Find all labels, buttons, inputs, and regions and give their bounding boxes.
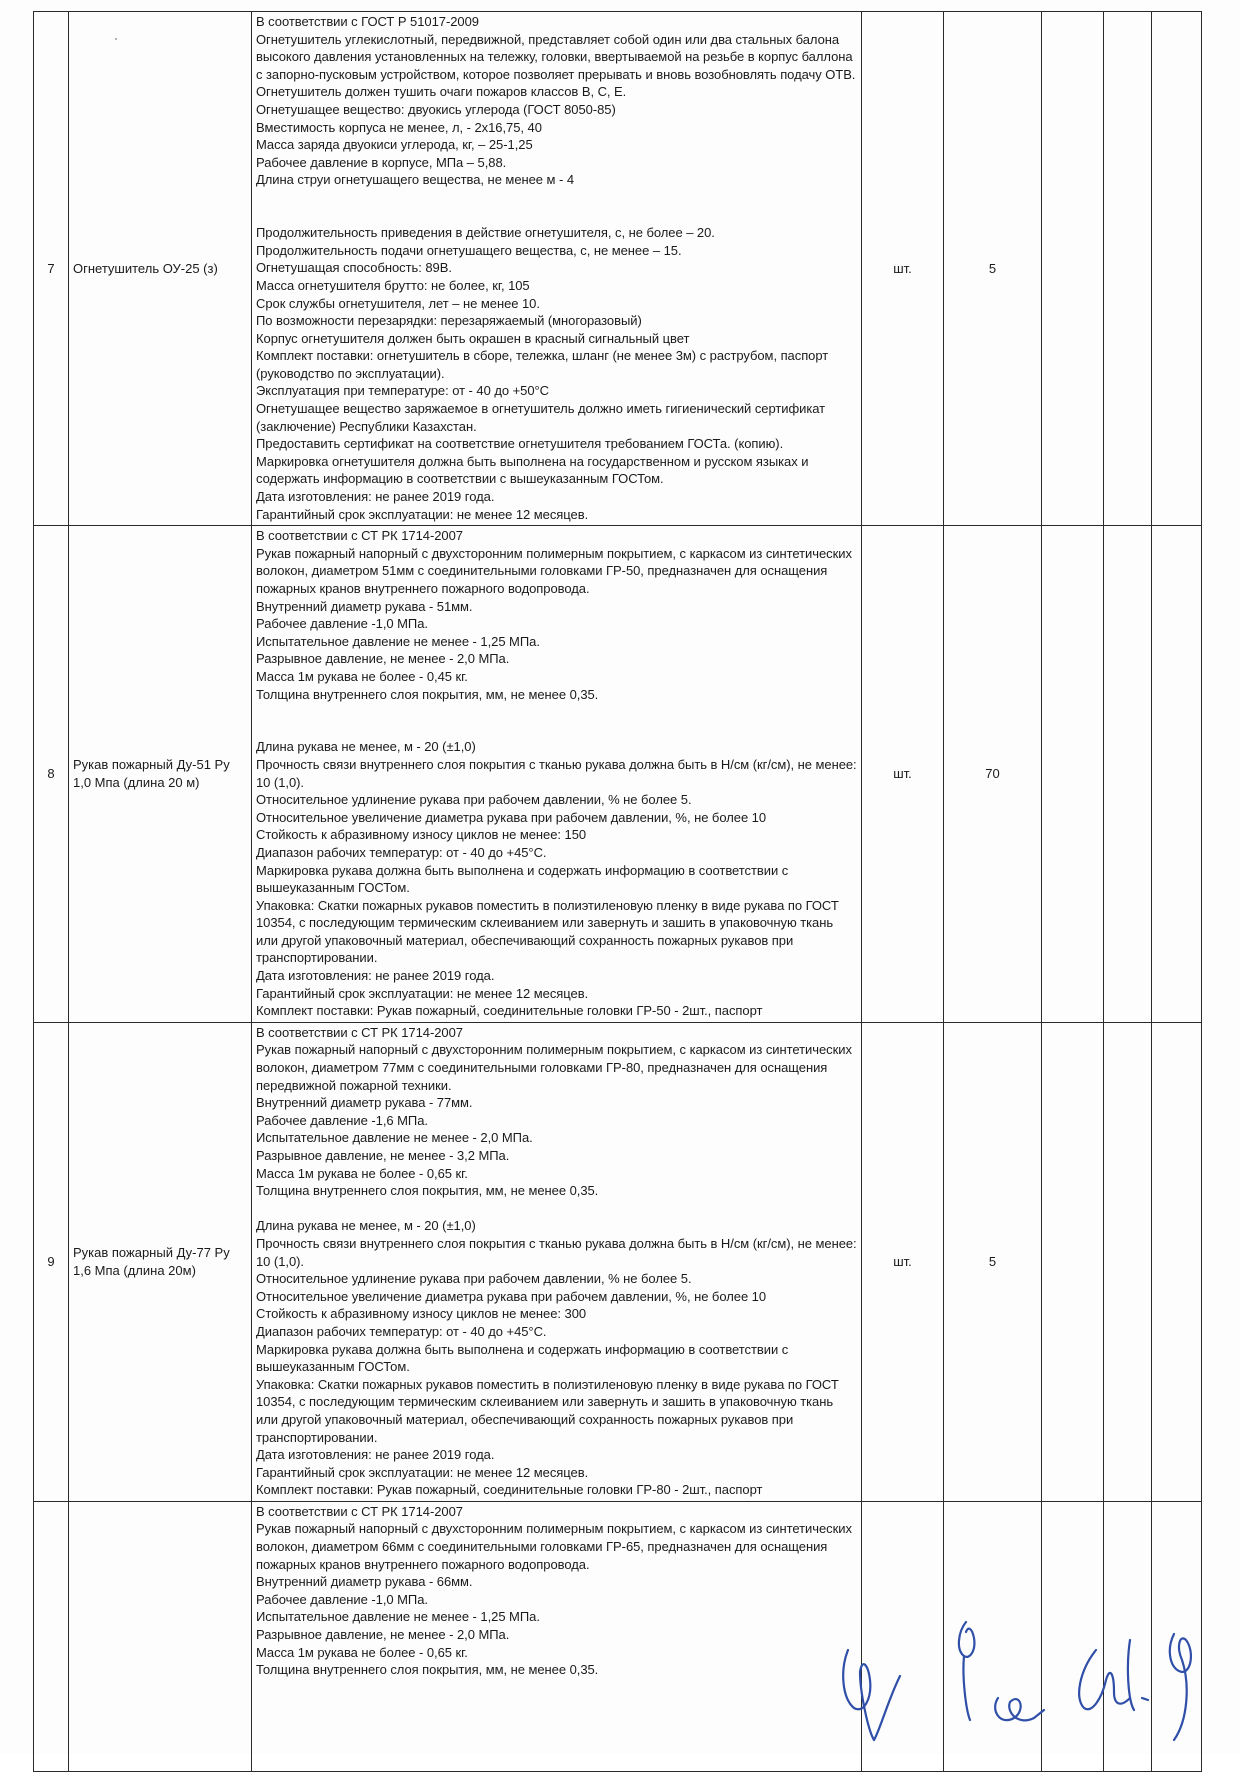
item-description: В соответствии с ГОСТ Р 51017-2009 Огнетушитель углекислотный, передвижной, представляет собой один или два стальных балона высокого давления установленных на тележку, головки, ввертываемой на резьбе в корпус баллона с запорно-пусковым устройством, которое позволяет прерывать и вновь возобновлять подачу ОТВ. Огнетушитель должен тушить очаги пожаров классов В, С, Е. Огнетушащее вещество: двуокись углерода (ГОСТ 8050-85) Вместимость корпуса не менее, л, - 2х16,75, 40 Масса заряда двуокиси углерода, кг, – 25-1,25 Рабочее давление в корпусе, МПа – 5,88. Длина струи огнетушащего вещества, не менее м - 4 Продолжительность приведения в действие огнетушителя, с, не более – 20. Продолжительность подачи огнетушащего вещества, с, не менее – 15. Огнетушащая способность: 89В. Масса огнетушителя брутто: не более, кг, 105 Срок службы огнетушителя, лет – не менее 10. По возможности перезарядки: перезаряжаемый (многоразовый) Корпус огнетушителя должен быть окрашен в красный сигнальный цвет Комплект поставки: огнетушитель в сборе, тележка, шланг (не менее 3м) с раструбом, паспорт (руководство по эксплуатации). Эксплуатация при температуре: от - 40 до +50°С Огнетушащее вещество заряжаемое в огнетушитель должно иметь гигиенический сертификат (заключение) Республики Казахстан. Предоставить сертификат на соответствие огнетушителя требованием ГОСТа. (копию). Маркировка огнетушителя должна быть выполнена на государственном и русском языках и содержать информацию в соответствии с вышеуказанным ГОСТом. Дата изготовления: не ранее 2019 года. Гарантийный срок эксплуатации: не менее 12 месяцев. [252, 12, 862, 526]
empty-cell [1152, 1022, 1202, 1501]
empty-cell [1104, 526, 1152, 1023]
item-quantity: 5 [944, 1022, 1042, 1501]
item-number: 9 [34, 1022, 69, 1501]
empty-cell [1042, 526, 1104, 1023]
empty-cell [1042, 12, 1104, 526]
item-unit: шт. [862, 1022, 944, 1501]
item-name: Огнетушитель ОУ-25 (з) [69, 12, 252, 526]
handwritten-signatures [830, 1580, 1230, 1750]
item-number [34, 1501, 69, 1771]
empty-cell [1104, 12, 1152, 526]
empty-cell [1152, 12, 1202, 526]
item-description: В соответствии с СТ РК 1714-2007 Рукав пожарный напорный с двухсторонним полимерным покрытием, с каркасом из синтетических волокон, диаметром 77мм с соединительными головками ГР-80, предназначен для оснащения передвижной пожарной техники. Внутренний диаметр рукава - 77мм. Рабочее давление -1,6 МПа. Испытательное давление не менее - 2,0 МПа. Разрывное давление, не менее - 3,2 МПа. Масса 1м рукава не более - 0,65 кг. Толщина внутреннего слоя покрытия, мм, не менее 0,35. Длина рукава не менее, м - 20 (±1,0) Прочность связи внутреннего слоя покрытия с тканью рукава должна быть в Н/см (кг/см), не менее: 10 (1,0). Относительное удлинение рукава при рабочем давлении, % не более 5. Относительное увеличение диаметра рукава при рабочем давлении, %, не более 10 Стойкость к абразивному износу циклов не менее: 300 Диапазон рабочих температур: от - 40 до +45°С. Маркировка рукава должна быть выполнена и содержать информацию в соответствии с вышеуказанным ГОСТом. Упаковка: Скатки пожарных рукавов поместить в полиэтиленовую пленку в виде рукава по ГОСТ 10354, с последующим термическим склеиванием или завернуть и зашить в упаковочную ткань или другой упаковочный материал, обеспечивающий сохранность пожарных рукавов при транспортировании. Дата изготовления: не ранее 2019 года. Гарантийный срок эксплуатации: не менее 12 месяцев. Комплект поставки: Рукав пожарный, соединительные головки ГР-80 - 2шт., паспорт [252, 1022, 862, 1501]
item-number: 7 [34, 12, 69, 526]
signature-mark [1079, 1640, 1148, 1710]
empty-cell [1152, 526, 1202, 1023]
item-name: Рукав пожарный Ду-77 Ру 1,6 Мпа (длина 20м) [69, 1022, 252, 1501]
table-row [34, 1022, 1202, 1501]
item-unit: шт. [862, 12, 944, 526]
item-description: В соответствии с СТ РК 1714-2007 Рукав пожарный напорный с двухсторонним полимерным покрытием, с каркасом из синтетических волокон, диаметром 66мм с соединительными головками ГР-65, предназначен для оснащения пожарных кранов внутреннего пожарного водопровода. Внутренний диаметр рукава - 66мм. Рабочее давление -1,0 МПа. Испытательное давление не менее - 1,25 МПа. Разрывное давление, не менее - 2,0 МПа. Масса 1м рукава не более - 0,65 кг. Толщина внутреннего слоя покрытия, мм, не менее 0,35. [252, 1501, 862, 1771]
item-unit: шт. [862, 526, 944, 1023]
signature-mark [959, 1622, 974, 1720]
item-quantity: 70 [944, 526, 1042, 1023]
item-description: В соответствии с СТ РК 1714-2007 Рукав пожарный напорный с двухсторонним полимерным покрытием, с каркасом из синтетических волокон, диаметром 51мм с соединительными головками ГР-50, предназначен для оснащения пожарных кранов внутреннего пожарного водопровода. Внутренний диаметр рукава - 51мм. Рабочее давление -1,0 МПа. Испытательное давление не менее - 1,25 МПа. Разрывное давление, не менее - 2,0 МПа. Масса 1м рукава не более - 0,45 кг. Толщина внутреннего слоя покрытия, мм, не менее 0,35. Длина рукава не менее, м - 20 (±1,0) Прочность связи внутреннего слоя покрытия с тканью рукава должна быть в Н/см (кг/см), не менее: 10 (1,0). Относительное удлинение рукава при рабочем давлении, % не более 5. Относительное увеличение диаметра рукава при рабочем давлении, %, не более 10 Стойкость к абразивному износу циклов не менее: 150 Диапазон рабочих температур: от - 40 до +45°С. Маркировка рукава должна быть выполнена и содержать информацию в соответствии с вышеуказанным ГОСТом. Упаковка: Скатки пожарных рукавов поместить в полиэтиленовую пленку в виде рукава по ГОСТ 10354, с последующим термическим склеиванием или завернуть и зашить в упаковочную ткань или другой упаковочный материал, обеспечивающий сохранность пожарных рукавов при транспортировании. Дата изготовления: не ранее 2019 года. Гарантийный срок эксплуатации: не менее 12 месяцев. Комплект поставки: Рукав пожарный, соединительные головки ГР-50 - 2шт., паспорт [252, 526, 862, 1023]
signature-mark [995, 1698, 1044, 1720]
signature-mark [1170, 1634, 1191, 1740]
empty-cell [1104, 1022, 1152, 1501]
item-number: 8 [34, 526, 69, 1023]
specification-table [33, 11, 1202, 1772]
table-row [34, 526, 1202, 1023]
item-name: Рукав пожарный Ду-51 Ру 1,0 Мпа (длина 20 м) [69, 526, 252, 1023]
empty-cell [1042, 1022, 1104, 1501]
signature-mark [843, 1650, 900, 1740]
item-quantity: 5 [944, 12, 1042, 526]
table-row [34, 12, 1202, 526]
item-name [69, 1501, 252, 1771]
